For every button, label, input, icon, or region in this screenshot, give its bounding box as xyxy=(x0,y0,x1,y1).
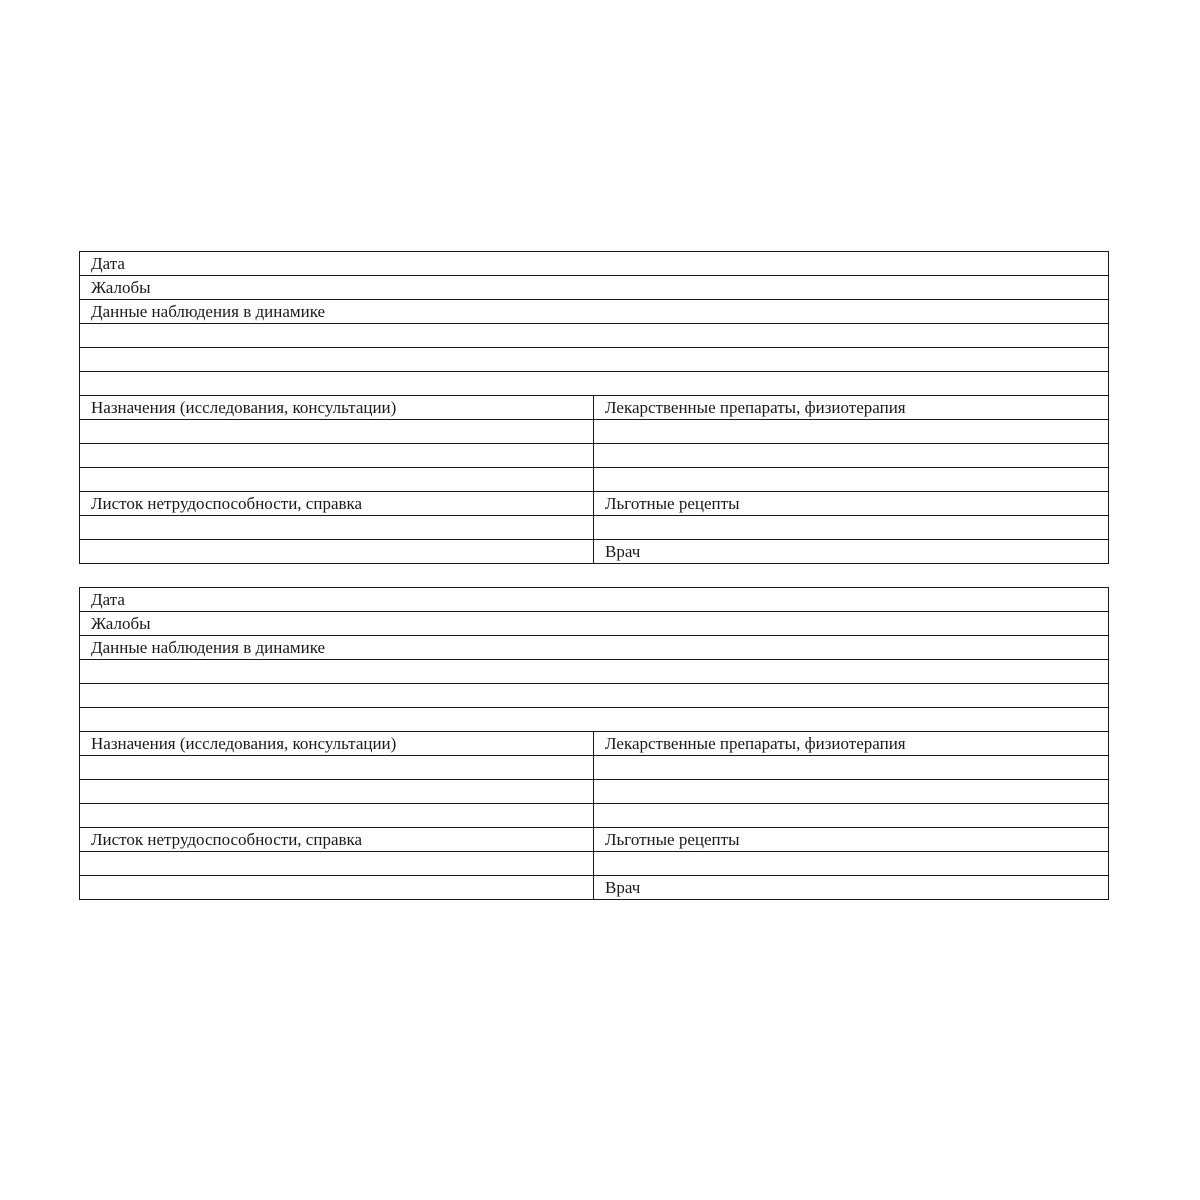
observation-blank-line[interactable] xyxy=(80,324,1109,348)
observation-blank-row xyxy=(80,660,1109,684)
sick-leave-header-row xyxy=(80,492,1109,516)
appointments-blank-line[interactable] xyxy=(80,804,594,828)
sick-leave-blank-line[interactable] xyxy=(80,516,594,540)
prescriptions-label: Льготные рецепты xyxy=(594,492,1109,516)
sick-leave-blank-row xyxy=(80,516,1109,540)
observation-field[interactable]: Данные наблюдения в динамике xyxy=(80,300,1109,324)
appointments-blank-row xyxy=(80,756,1109,780)
appointments-blank-line[interactable] xyxy=(80,756,594,780)
sick-leave-blank-line[interactable] xyxy=(80,852,594,876)
sick-leave-blank-line[interactable] xyxy=(80,540,594,564)
appointments-blank-line[interactable] xyxy=(80,420,594,444)
appointments-header-row xyxy=(80,732,1109,756)
medications-blank-line[interactable] xyxy=(594,420,1109,444)
appointments-blank-row xyxy=(80,780,1109,804)
appointments-blank-line[interactable] xyxy=(80,444,594,468)
medications-blank-line[interactable] xyxy=(594,468,1109,492)
sick-leave-blank-row xyxy=(80,852,1109,876)
date-row xyxy=(80,252,1109,276)
sick-leave-blank-line[interactable] xyxy=(80,876,594,900)
appointments-blank-row xyxy=(80,804,1109,828)
date-field[interactable]: Дата xyxy=(80,588,1109,612)
prescriptions-blank-line[interactable] xyxy=(594,852,1109,876)
observation-row xyxy=(80,636,1109,660)
date-field[interactable]: Дата xyxy=(80,252,1109,276)
medications-blank-line[interactable] xyxy=(594,804,1109,828)
sick-leave-label: Листок нетрудоспособности, справка xyxy=(80,828,594,852)
observation-field[interactable]: Данные наблюдения в динамике xyxy=(80,636,1109,660)
visit-record-form-1 xyxy=(79,251,1109,564)
appointments-label: Назначения (исследования, консультации) xyxy=(80,732,594,756)
observation-blank-row xyxy=(80,324,1109,348)
prescriptions-blank-line[interactable] xyxy=(594,516,1109,540)
appointments-blank-line[interactable] xyxy=(80,780,594,804)
observation-blank-row xyxy=(80,372,1109,396)
prescriptions-label: Льготные рецепты xyxy=(594,828,1109,852)
complaints-row xyxy=(80,612,1109,636)
observation-blank-line[interactable] xyxy=(80,372,1109,396)
observation-blank-row xyxy=(80,708,1109,732)
sick-leave-label: Листок нетрудоспособности, справка xyxy=(80,492,594,516)
observation-blank-row xyxy=(80,348,1109,372)
medications-label: Лекарственные препараты, физиотерапия xyxy=(594,396,1109,420)
observation-blank-row xyxy=(80,684,1109,708)
complaints-row xyxy=(80,276,1109,300)
medications-blank-line[interactable] xyxy=(594,756,1109,780)
appointments-header-row xyxy=(80,396,1109,420)
doctor-field[interactable]: Врач xyxy=(594,876,1109,900)
appointments-blank-row xyxy=(80,444,1109,468)
appointments-blank-row xyxy=(80,468,1109,492)
doctor-row xyxy=(80,876,1109,900)
observation-blank-line[interactable] xyxy=(80,684,1109,708)
medications-blank-line[interactable] xyxy=(594,444,1109,468)
appointments-blank-row xyxy=(80,420,1109,444)
complaints-field[interactable]: Жалобы xyxy=(80,276,1109,300)
visit-record-form-2 xyxy=(79,587,1109,900)
doctor-row xyxy=(80,540,1109,564)
observation-row xyxy=(80,300,1109,324)
complaints-field[interactable]: Жалобы xyxy=(80,612,1109,636)
observation-blank-line[interactable] xyxy=(80,708,1109,732)
observation-blank-line[interactable] xyxy=(80,660,1109,684)
appointments-blank-line[interactable] xyxy=(80,468,594,492)
date-row xyxy=(80,588,1109,612)
medications-blank-line[interactable] xyxy=(594,780,1109,804)
appointments-label: Назначения (исследования, консультации) xyxy=(80,396,594,420)
doctor-field[interactable]: Врач xyxy=(594,540,1109,564)
medications-label: Лекарственные препараты, физиотерапия xyxy=(594,732,1109,756)
observation-blank-line[interactable] xyxy=(80,348,1109,372)
sick-leave-header-row xyxy=(80,828,1109,852)
